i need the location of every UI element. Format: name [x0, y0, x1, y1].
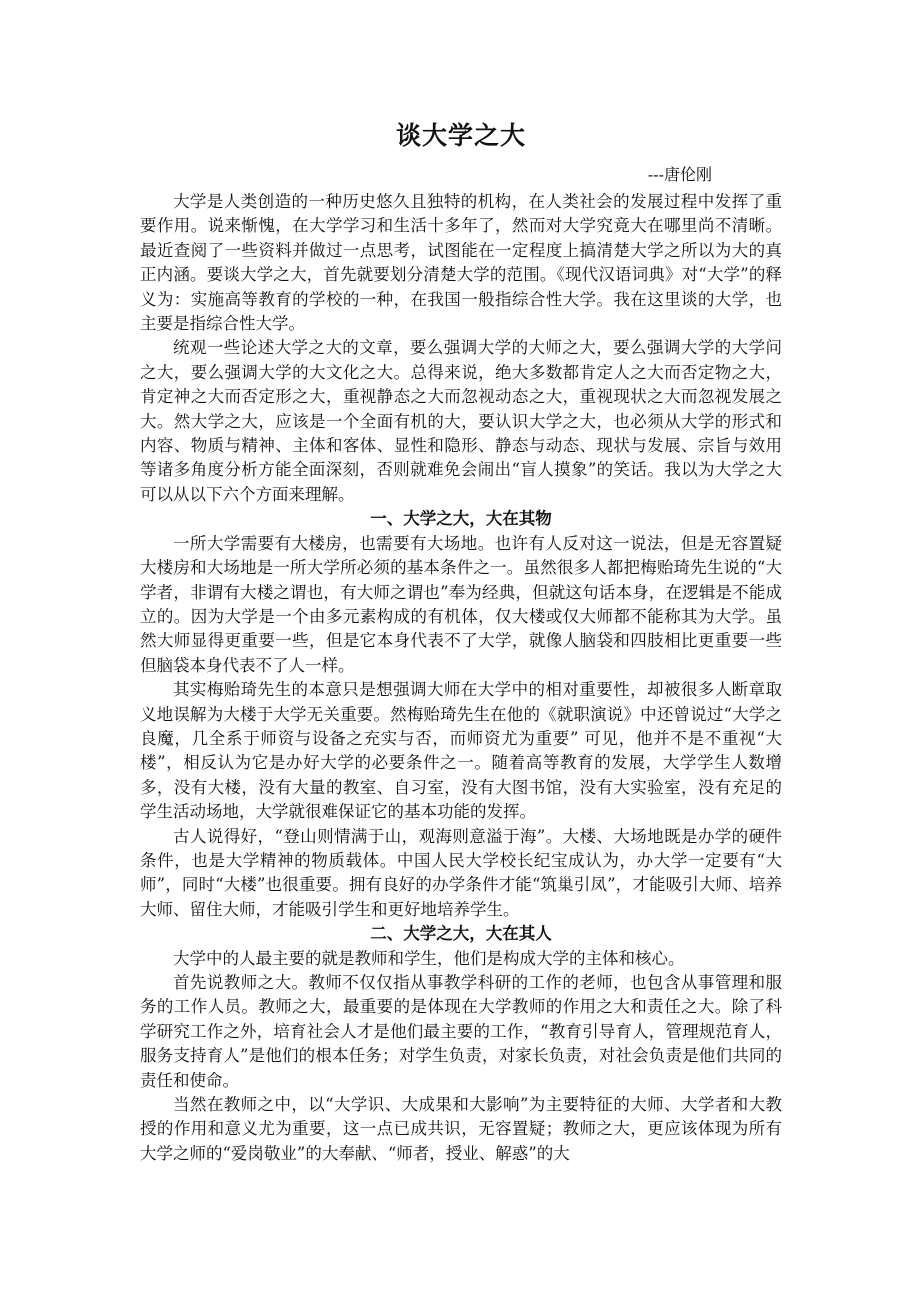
document-page	[140, 118, 782, 1166]
paragraph: 其实梅贻琦先生的本意只是想强调大师在大学中的相对重要性，却被很多人断章取义地误解为大楼于大学无关重要。然梅贻琦先生在他的《就职演说》中还曾说过“大学之良魔，几全系于师资与设备之充实与否，而师资尤为重要” 可见，他并不是不重视“大楼”，相反认为它是办好大学的必要条件之一。随着高等教育的发展，大学学生人数增多，没有大楼，没有大量的教室、自习室，没有大图书馆，没有大实验室，没有充足的学生活动场地，大学就很难保证它的基本功能的发挥。	[140, 680, 782, 822]
paragraph: 大学中的人最主要的就是教师和学生，他们是构成大学的主体和核心。	[173, 948, 685, 968]
paragraph: 古人说得好，“登山则情满于山，观海则意溢于海”。大楼、大场地既是办学的硬件条件，也是大学精神的物质载体。中国人民大学校长纪宝成认为，办大学一定要有“大师”，同时“大楼”也很重要。拥有良好的办学条件才能“筑巢引凤”，才能吸引大师、培养大师、留住大师，才能吸引学生和更好地培养学生。	[140, 826, 782, 919]
paragraph: 当然在教师之中，以“大学识、大成果和大影响”为主要特征的大师、大学者和大教授的作用和意义尤为重要，这一点已成共识，无容置疑；教师之大，更应该体现为所有大学之师的“爱岗敬业”的大奉献、“师者，授业、解惑”的大	[140, 1095, 782, 1163]
document-body	[140, 190, 782, 1166]
paragraph: 一所大学需要有大楼房，也需要有大场地。也许有人反对这一说法，但是无容置疑大楼房和大场地是一所大学所必须的基本条件之一。虽然很多人都把梅贻琦先生说的“大学者，非谓有大楼之谓也，有大师之谓也”奉为经典，但就这句话本身，在逻辑是不能成立的。因为大学是一个由多元素构成的有机体，仅大楼或仅大师都不能称其为大学。虽然大师显得更重要一些，但是它本身代表不了大学，就像人脑袋和四肢相比更重要一些但脑袋本身代表不了人一样。	[140, 533, 782, 675]
paragraph: 首先说教师之大。教师不仅仅指从事教学科研的工作的老师，也包含从事管理和服务的工作人员。教师之大，最重要的是体现在大学教师的作用之大和责任之大。除了科学研究工作之外，培育社会人才是他们最主要的工作，“教育引导育人，管理规范育人，服务支持育人”是他们的根本任务；对学生负责，对家长负责，对社会负责是他们共同的责任和使命。	[140, 973, 782, 1090]
paragraph: 统观一些论述大学之大的文章，要么强调大学的大师之大，要么强调大学的大学问之大，要么强调大学的大文化之大。总得来说，绝大多数都肯定人之大而否定物之大，肯定神之大而否定形之大，重视静态之大而忽视动态之大，重视现状之大而忽视发展之大。然大学之大，应该是一个全面有机的大，要认识大学之大，也必须从大学的形式和内容、物质与精神、主体和客体、显性和隐形、静态与动态、现状与发展、宗旨与效用等诸多角度分析方能全面深刻，否则就难免会闹出“盲人摸象”的笑话。我以为大学之大可以从以下六个方面来理解。	[140, 338, 782, 504]
document-author: ---唐伦刚	[647, 165, 712, 184]
section-heading: 一、大学之大，大在其物	[370, 509, 552, 529]
document-title: 谈大学之大	[395, 121, 526, 150]
paragraph: 大学是人类创造的一种历史悠久且独特的机构，在人类社会的发展过程中发挥了重要作用。说来惭愧，在大学学习和生活十多年了，然而对大学究竟大在哪里尚不清晰。最近查阅了一些资料并做过一点思考，试图能在一定程度上搞清楚大学之所以为大的真正内涵。要谈大学之大，首先就要划分清楚大学的范围。《现代汉语词典》对“大学”的释义为：实施高等教育的学校的一种，在我国一般指综合性大学。我在这里谈的大学，也主要是指综合性大学。	[140, 192, 782, 334]
section-heading: 二、大学之大，大在其人	[370, 924, 552, 944]
